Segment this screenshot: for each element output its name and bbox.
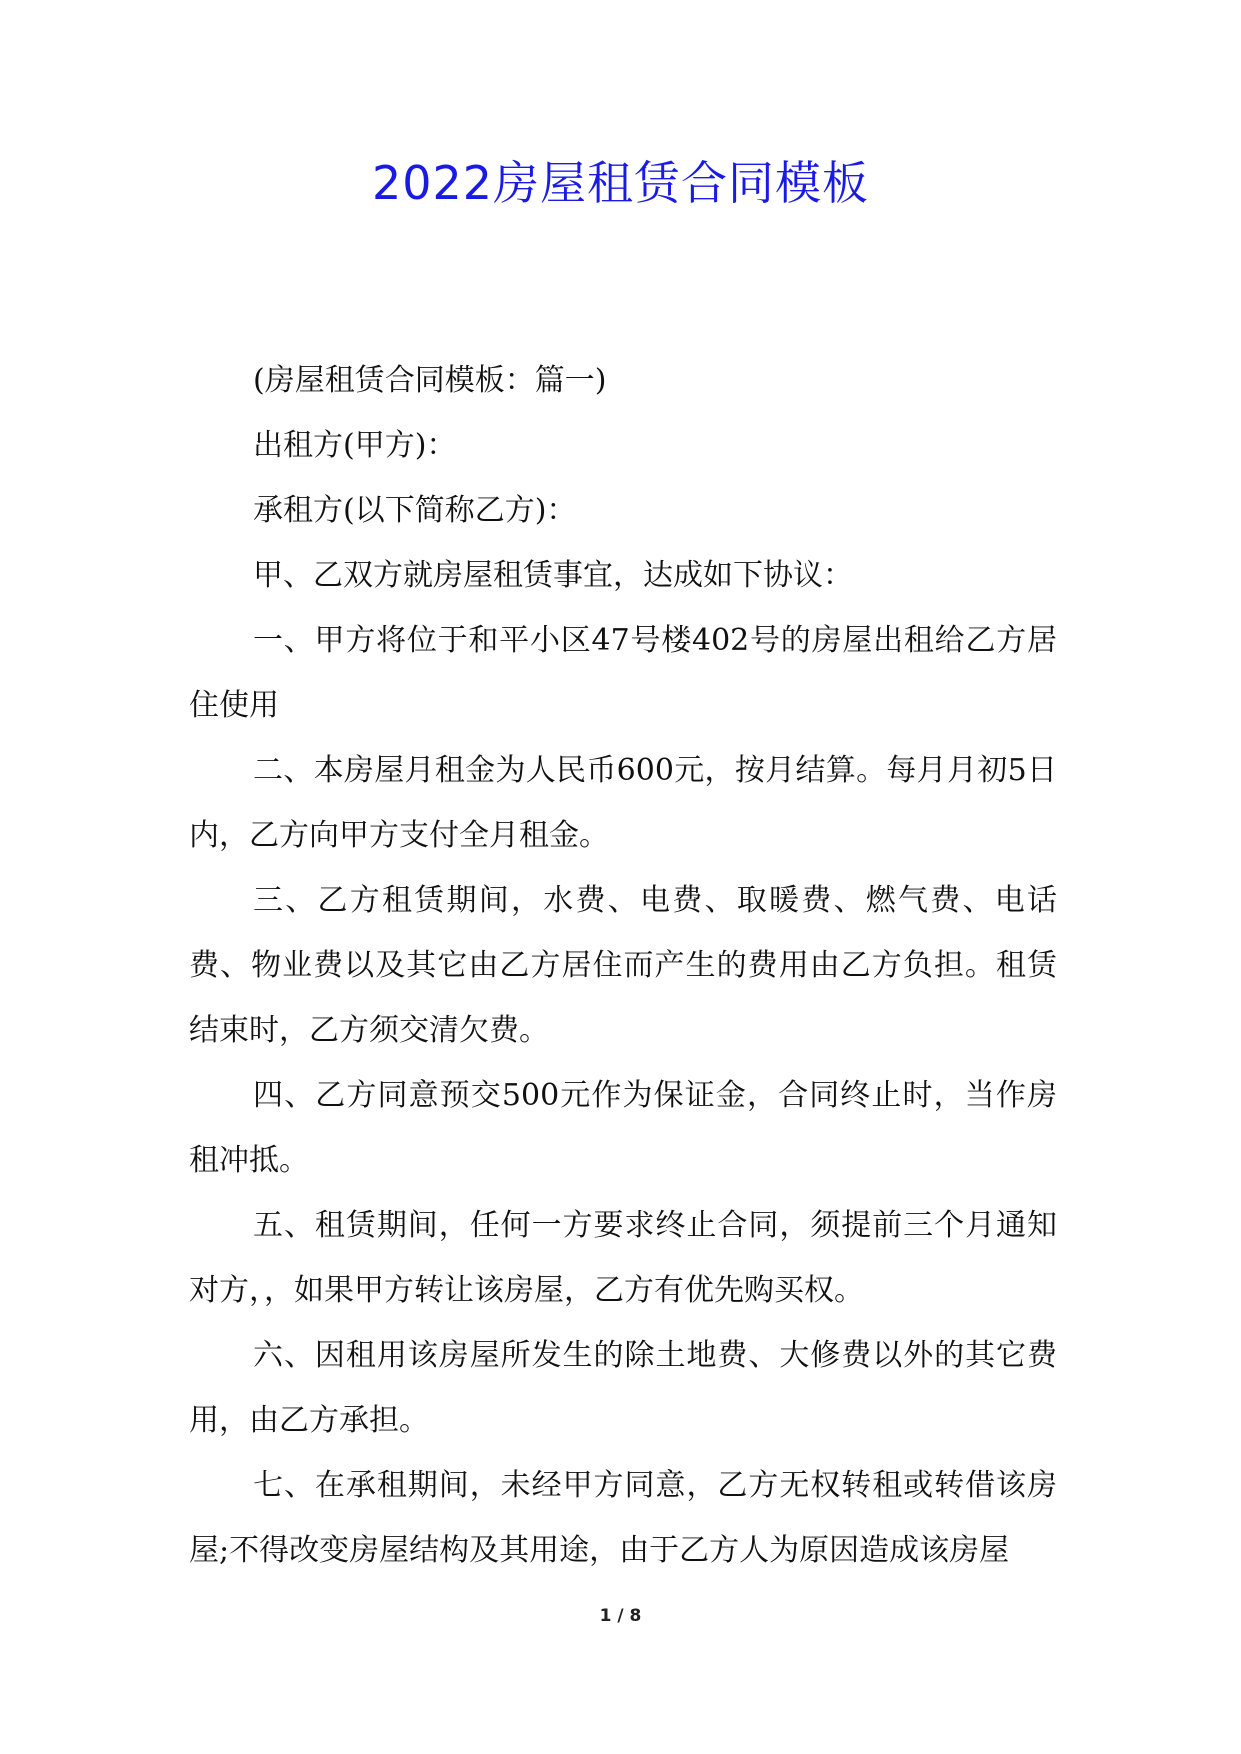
paragraph-clause-1: 一、甲方将位于和平小区47号楼402号的房屋出租给乙方居住使用	[189, 623, 1057, 723]
paragraph-agreement-intro: 甲、乙双方就房屋租赁事宜，达成如下协议：	[253, 558, 853, 593]
paragraph-clause-2: 二、本房屋月租金为人民币600元，按月结算。每月月初5日内，乙方向甲方支付全月租金。	[189, 753, 1057, 853]
document-title: 2022房屋租赁合同模板	[371, 156, 870, 210]
paragraph-heading: (房屋租赁合同模板：篇一)	[253, 363, 607, 398]
paragraph-lessee: 承租方(以下简称乙方)：	[253, 493, 577, 528]
paragraph-clause-5: 五、租赁期间，任何一方要求终止合同，须提前三个月通知对方，，如果甲方转让该房屋，乙方有优先购买权。	[189, 1208, 1057, 1308]
paragraph-clause-4: 四、乙方同意预交500元作为保证金，合同终止时，当作房租冲抵。	[189, 1078, 1057, 1178]
paragraph-clause-3: 三、乙方租赁期间，水费、电费、取暖费、燃气费、电话费、物业费以及其它由乙方居住而产生的费用由乙方负担。租赁结束时，乙方须交清欠费。	[189, 883, 1057, 1048]
paragraph-clause-6: 六、因租用该房屋所发生的除土地费、大修费以外的其它费用，由乙方承担。	[189, 1338, 1057, 1438]
page-number: 1 / 8	[599, 1606, 642, 1626]
paragraph-clause-7: 七、在承租期间，未经甲方同意，乙方无权转租或转借该房屋;不得改变房屋结构及其用途，由于乙方人为原因造成该房屋	[189, 1468, 1057, 1568]
document-body	[189, 348, 1057, 1583]
paragraph-lessor: 出租方(甲方)：	[253, 428, 457, 463]
